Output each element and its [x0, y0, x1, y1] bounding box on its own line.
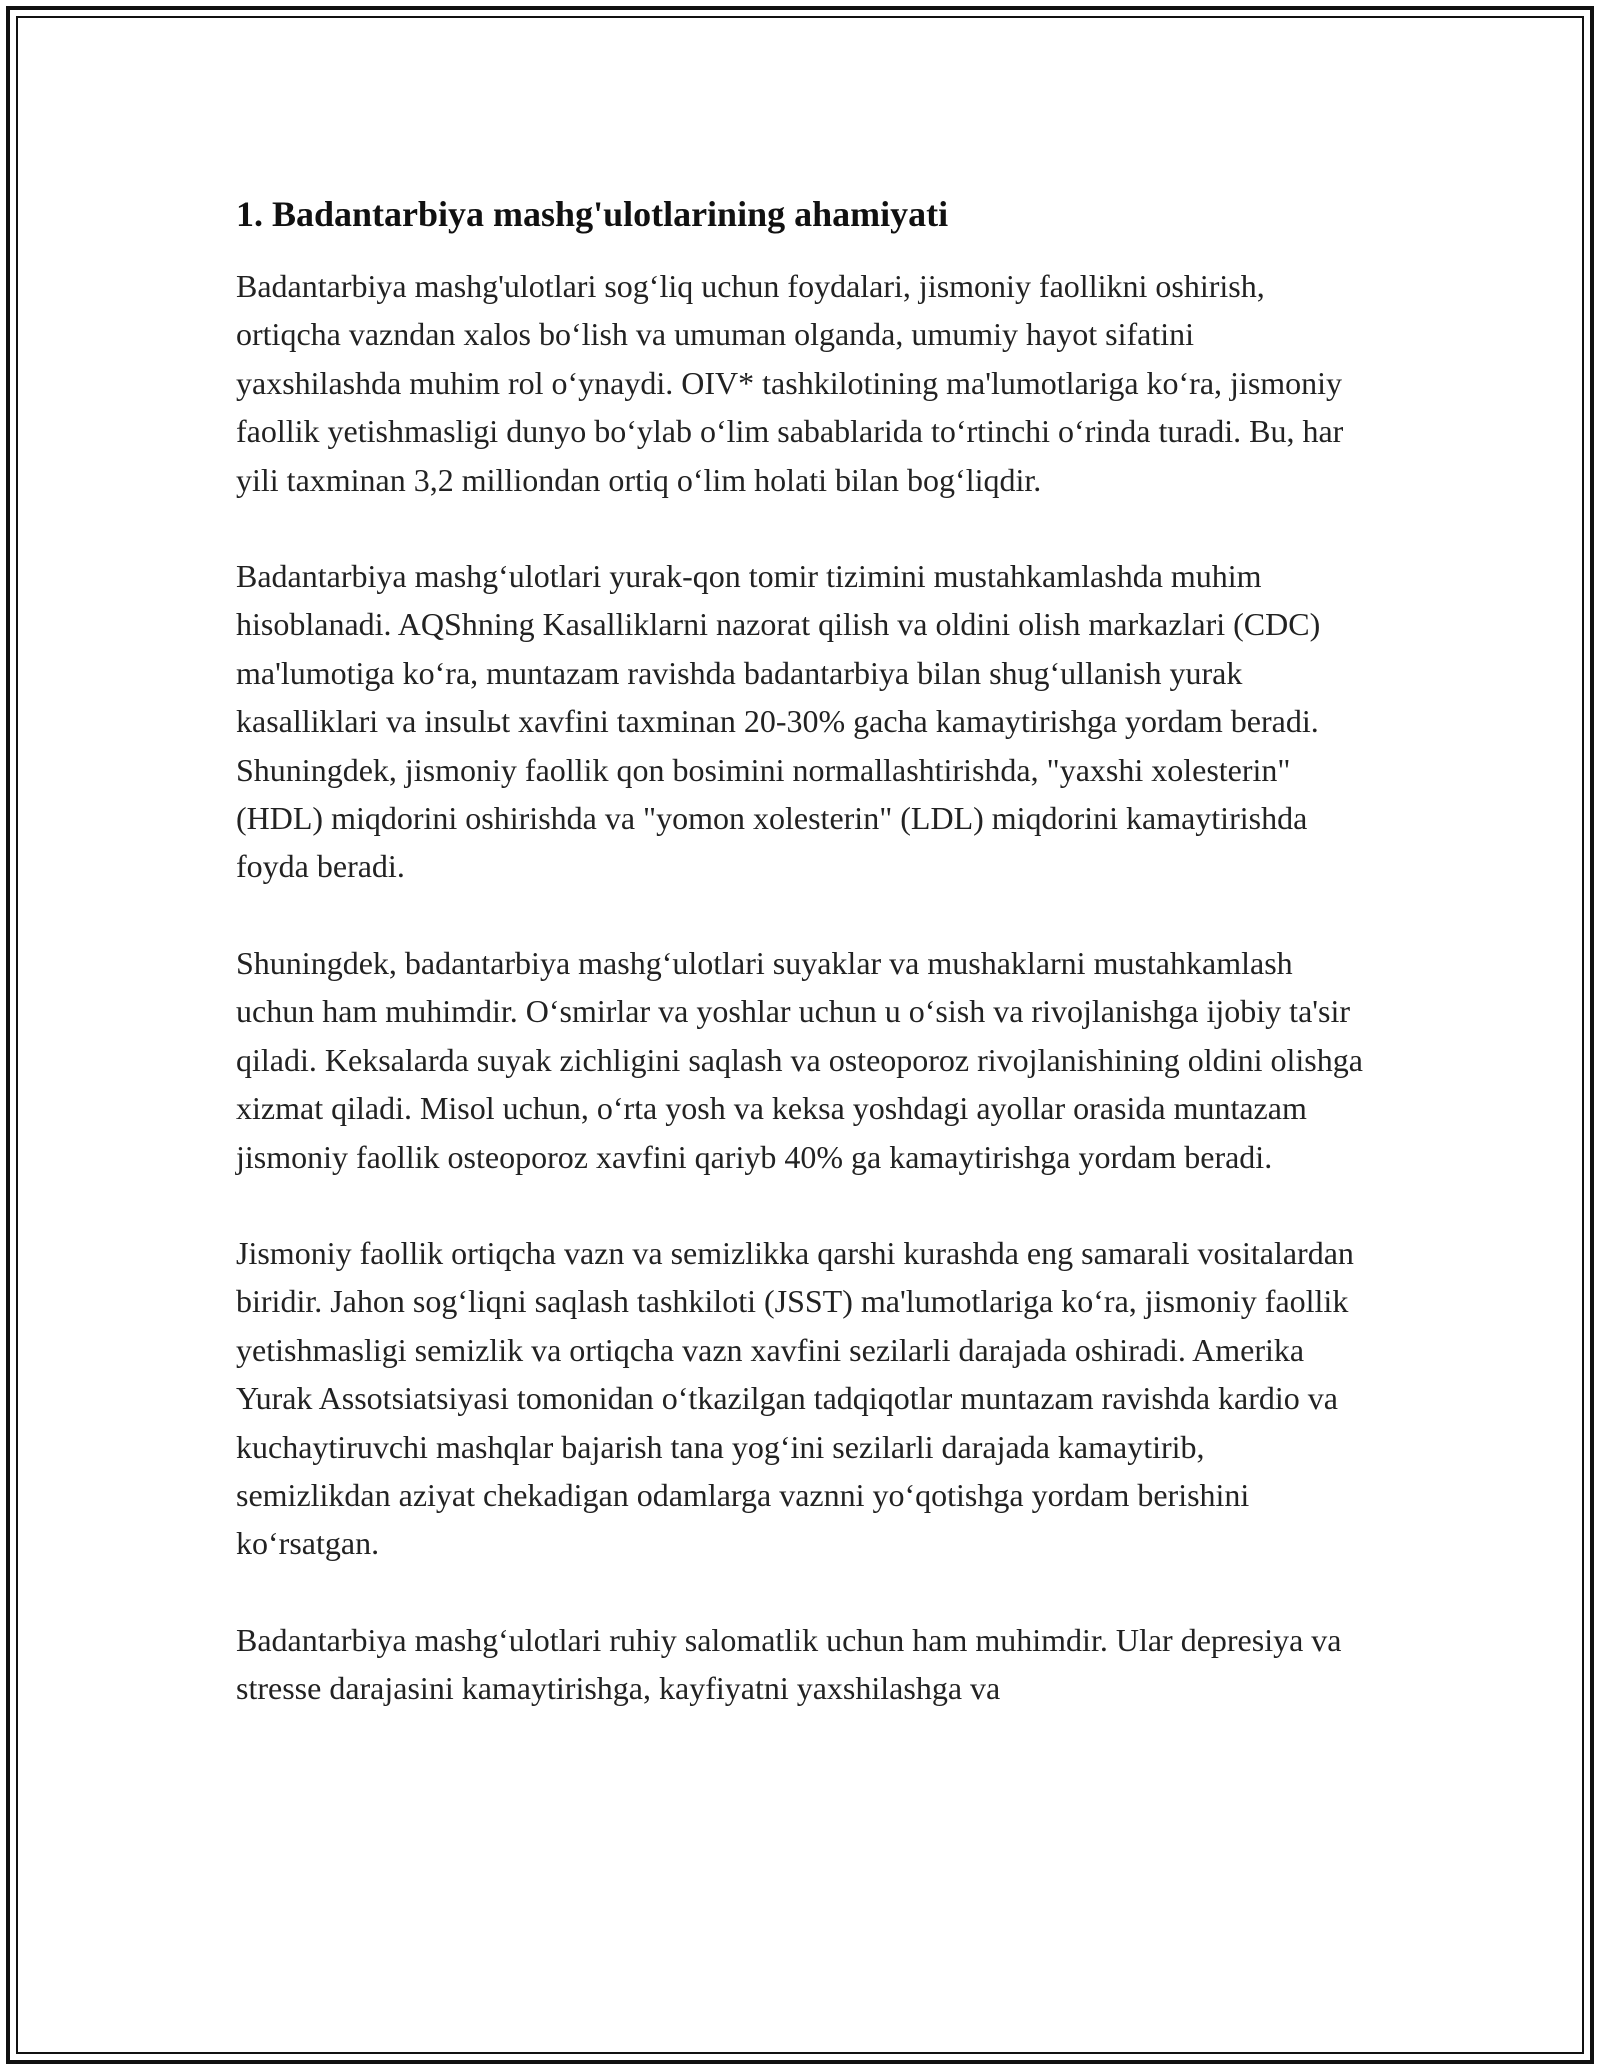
section-heading: 1. Badantarbiya mashg'ulotlarining ahamiyati: [236, 194, 949, 234]
paragraph-1: Badantarbiya mashg'ulotlari sog‘liq uchun foydalari, jismoniy faollikni oshirish, ortiqcha vazndan xalos bo‘lish va umuman olganda, umumiy hayot sifatini yaxshilashda muhim rol o‘ynaydi. OIV* tashkilotining ma'lumotlariga ko‘ra, jismoniy faollik yetishmasligi dunyo bo‘ylab o‘lim sabablarida to‘rtinchi o‘rinda turadi. Bu, har yili taxminan 3,2 milliondan ortiq o‘lim holati bilan bog‘liqdir.: [236, 268, 1344, 498]
paragraph-4: Jismoniy faollik ortiqcha vazn va semizlikka qarshi kurashda eng samarali vositalardan biridir. Jahon sog‘liqni saqlash tashkiloti (JSST) ma'lumotlariga ko‘ra, jismoniy faollik yetishmasligi semizlik va ortiqcha vazn xavfini sezilarli darajada oshiradi. Amerika Yurak Assotsiatsiyasi tomonidan o‘tkazilgan tadqiqotlar muntazam ravishda kardio va kuchaytiruvchi mashqlar bajarish tana yog‘ini sezilarli darajada kamaytirib, semizlikdan aziyat chekadigan odamlarga vaznni yo‘qotishga yordam berishini ko‘rsatgan.: [236, 1234, 1354, 1562]
paragraph-2: Badantarbiya mashg‘ulotlari yurak-qon tomir tizimini mustahkamlashda muhim hisoblanadi. AQShning Kasalliklarni nazorat qilish va oldini olish markazlari (CDC) ma'lumotiga ko‘ra, muntazam ravishda badantarbiya bilan shug‘ullanish yurak kasalliklari va insulьt xavfini taxminan 20-30% gacha kamaytirishga yordam beradi. Shuningdek, jismoniy faollik qon bosimini normallashtirishda, "yaxshi xolesterin" (HDL) miqdorini oshirishda va "yomon xolesterin" (LDL) miqdorini kamaytirishda foyda beradi.: [236, 558, 1321, 885]
document-body: [236, 188, 1366, 1761]
paragraph-5: Badantarbiya mashg‘ulotlari ruhiy salomatlik uchun ham muhimdir. Ular depresiya va stresse darajasini kamaytirishga, kayfiyatni yaxshilashga va: [236, 1621, 1342, 1707]
paragraph-3: Shuningdek, badantarbiya mashg‘ulotlari suyaklar va mushaklarni mustahkamlash uchun ham muhimdir. O‘smirlar va yoshlar uchun u o‘sish va rivojlanishga ijobiy ta'sir qiladi. Keksalarda suyak zichligini saqlash va osteoporoz rivojlanishining oldini olishga xizmat qiladi. Misol uchun, o‘rta yosh va keksa yoshdagi ayollar orasida muntazam jismoniy faollik osteoporoz xavfini qariyb 40% ga kamaytirishga yordam beradi.: [236, 944, 1363, 1175]
